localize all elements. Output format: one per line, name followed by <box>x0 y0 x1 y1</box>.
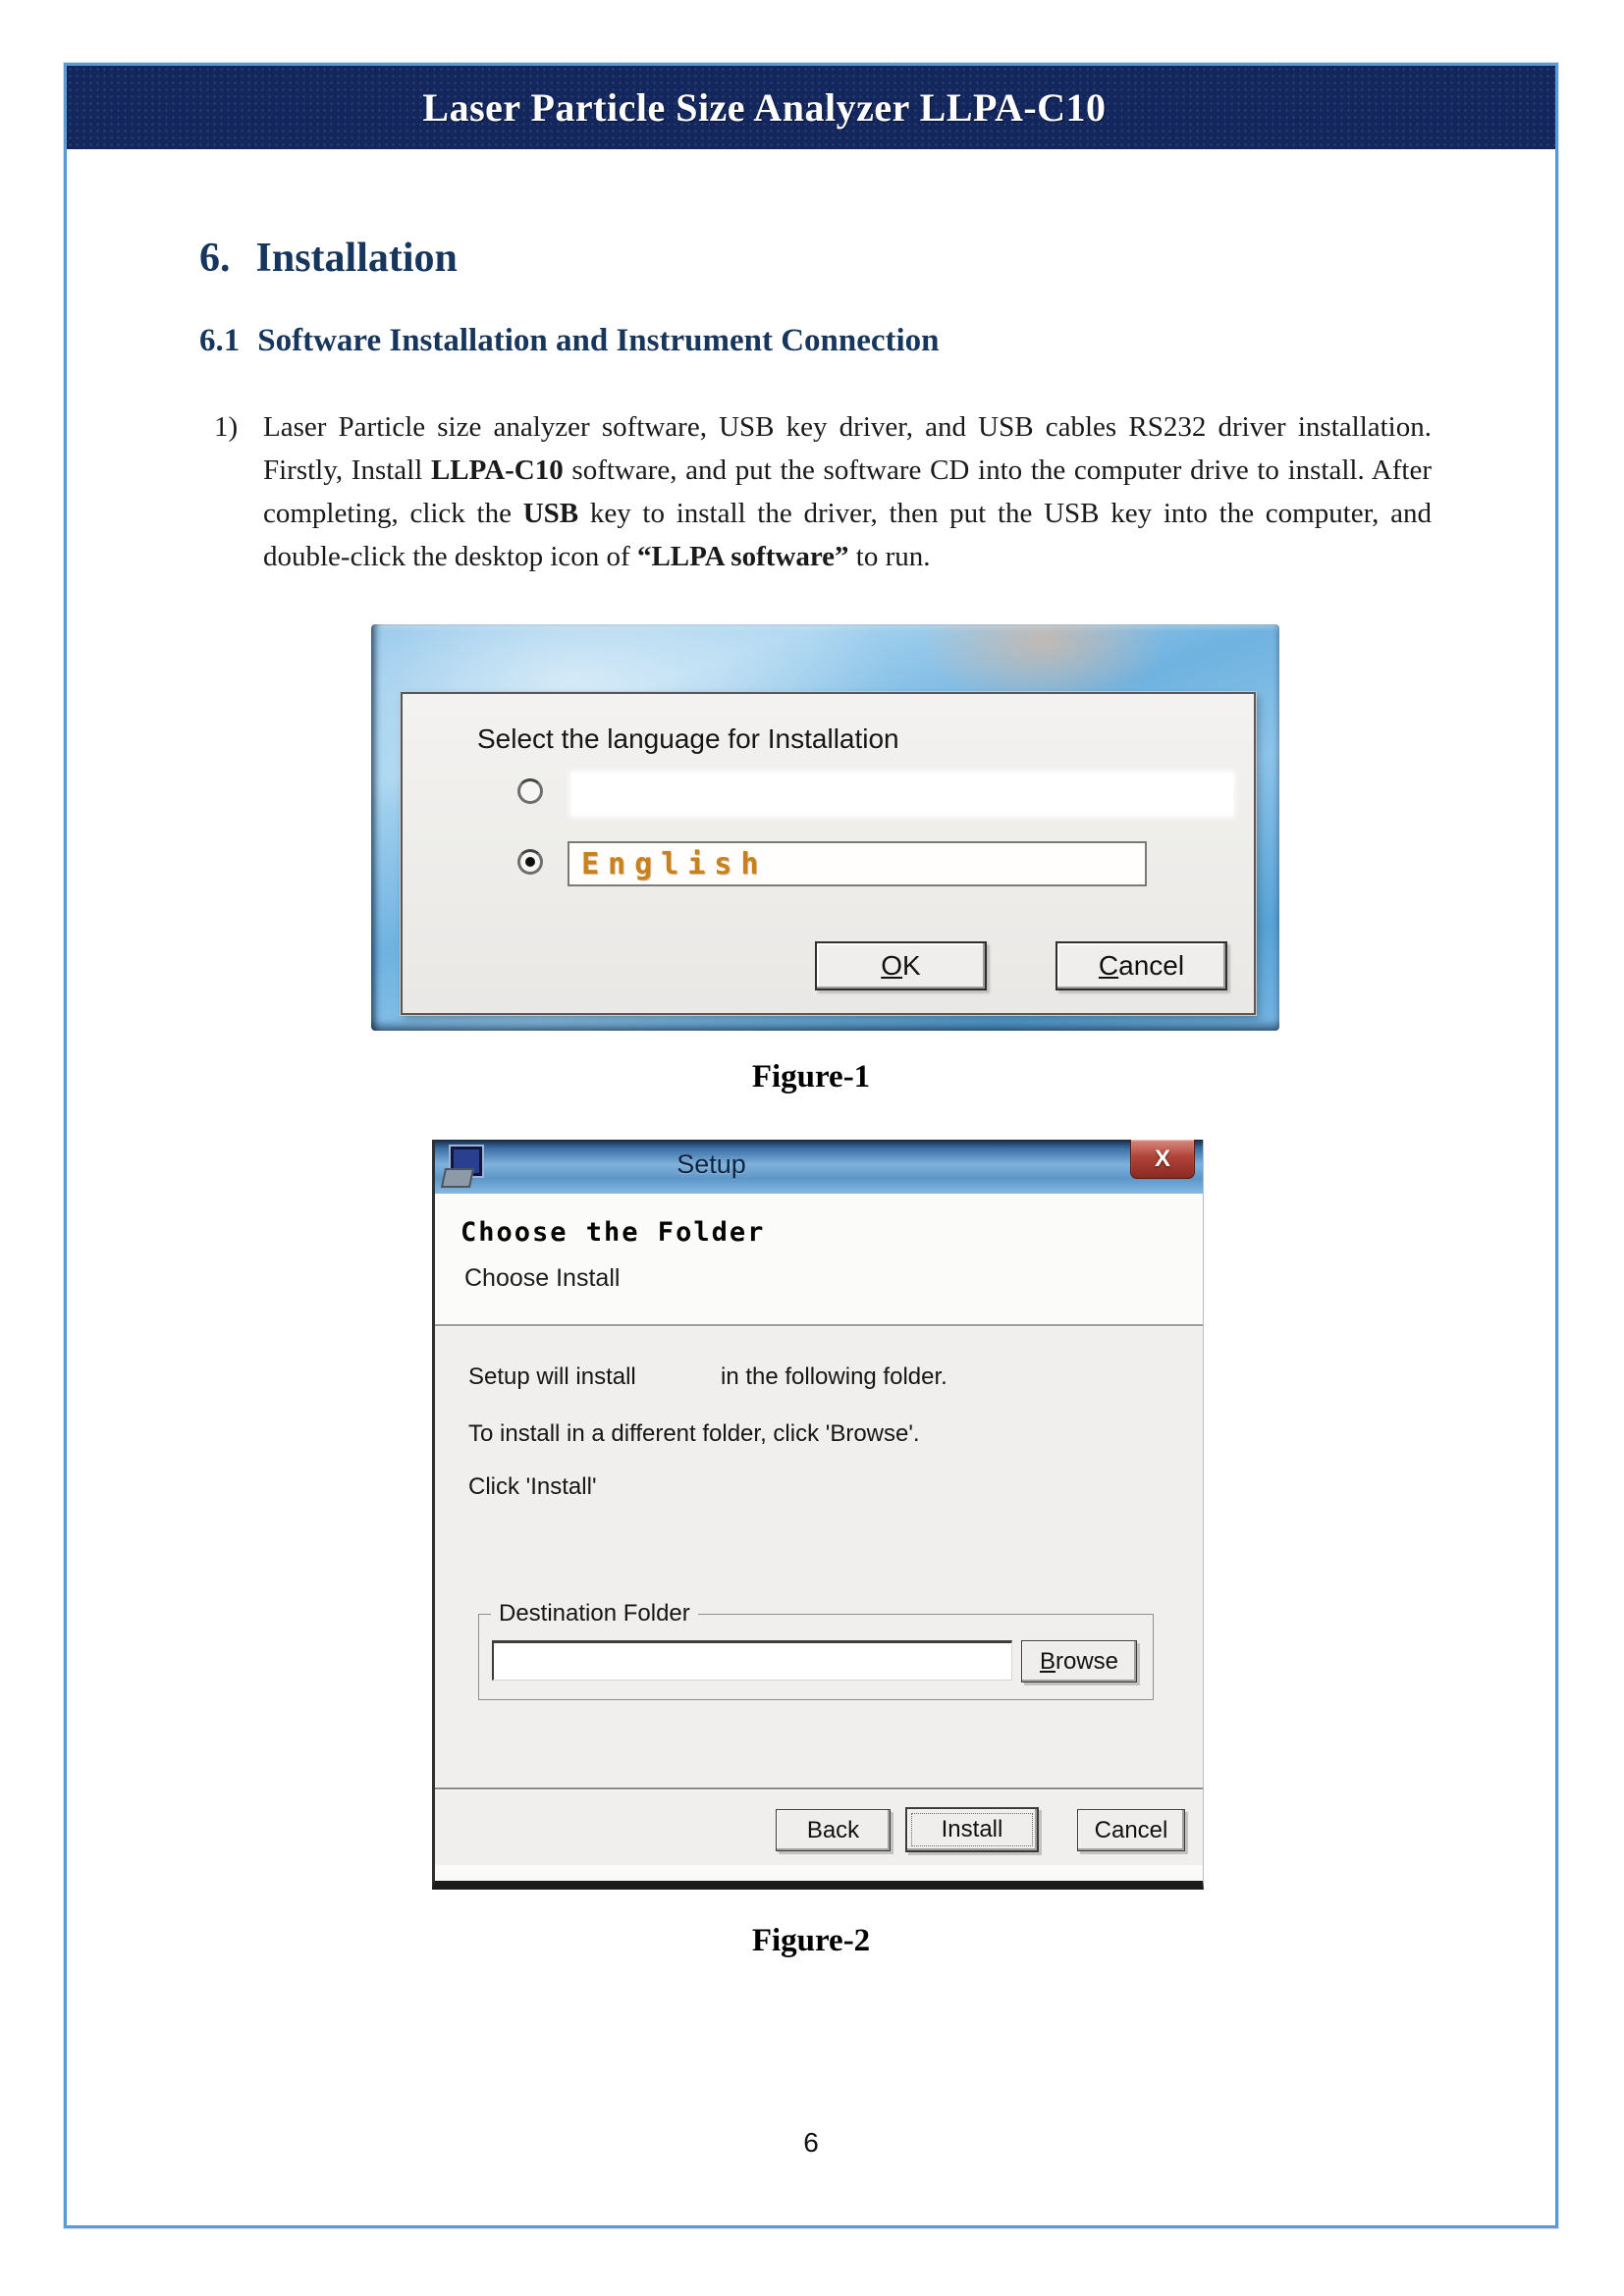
bold-usb: USB <box>522 498 579 529</box>
footer-divider <box>435 1788 1203 1789</box>
bold-product-name: LLPA-C10 <box>430 454 564 486</box>
figure2-screenshot <box>432 1140 1204 1890</box>
subsection-heading <box>199 323 940 359</box>
different-folder-text: To install in a different folder, click 'Browse'. <box>468 1420 920 1447</box>
installer-app-icon <box>443 1145 482 1188</box>
language-dialog-label: Select the language for Installation <box>477 723 899 754</box>
click-install-text: Click 'Install' <box>468 1473 597 1500</box>
figure1-caption: Figure-1 <box>751 1059 871 1095</box>
back-button[interactable]: Back <box>776 1809 891 1851</box>
ok-button-underlined-letter: O <box>881 950 903 981</box>
install-button[interactable]: Install <box>905 1807 1039 1852</box>
setup-window-titlebar <box>435 1140 1203 1194</box>
paragraph-text: to run. <box>848 541 931 572</box>
section-title: Installation <box>255 236 458 281</box>
list-item-marker: 1) <box>214 411 239 443</box>
page-title: Laser Particle Size Analyzer LLPA-C10 <box>422 85 1107 130</box>
following-folder-text: in the following folder. <box>721 1363 947 1390</box>
destination-folder-groupbox <box>478 1600 1154 1700</box>
ok-button-label: K <box>902 950 921 981</box>
paragraph-text: software, and put the software CD into the computer drive to install. After completing, click the <box>263 454 1432 529</box>
subsection-number: 6.1 <box>199 323 241 358</box>
manual-page <box>64 63 1558 2228</box>
installer-icon-computer <box>441 1168 474 1188</box>
window-bottom-strip <box>435 1865 1203 1881</box>
destination-path-input[interactable] <box>492 1640 1012 1681</box>
close-button[interactable] <box>1130 1140 1195 1179</box>
figure1-screenshot <box>371 624 1279 1031</box>
paragraph-text: Laser Particle size analyzer software, USB key driver, and USB cables RS232 driver installation. Firstly, Install <box>263 411 1432 486</box>
cancel-button-underlined-letter: C <box>1098 950 1119 981</box>
cancel-button[interactable] <box>1056 941 1227 990</box>
language-option-english-field[interactable] <box>568 841 1147 886</box>
close-x-icon: X <box>1154 1145 1170 1172</box>
setup-window-title: Setup <box>677 1149 746 1179</box>
cancel-button-label: ancel <box>1118 950 1185 981</box>
body-paragraph <box>263 405 1432 578</box>
section-heading <box>199 235 458 282</box>
subsection-title: Software Installation and Instrument Connection <box>257 323 940 358</box>
radio-selected-icon[interactable] <box>517 849 543 875</box>
bold-software-name: “LLPA software” <box>636 541 849 572</box>
browse-button[interactable] <box>1021 1640 1137 1682</box>
language-value-text: English <box>581 847 768 881</box>
section-number: 6. <box>199 236 231 281</box>
choose-install-subheading: Choose Install <box>464 1264 621 1292</box>
figure2-caption: Figure-2 <box>751 1923 871 1958</box>
choose-folder-heading: Choose the Folder <box>460 1217 766 1248</box>
radio-unselected-icon[interactable] <box>517 778 543 804</box>
cancel-button-setup[interactable]: Cancel <box>1077 1809 1185 1851</box>
setup-header-panel <box>435 1194 1203 1326</box>
language-option-blank-field[interactable] <box>571 773 1233 816</box>
ok-button[interactable] <box>815 941 987 990</box>
setup-will-install-text: Setup will install <box>468 1363 636 1390</box>
language-select-dialog <box>401 692 1256 1015</box>
page-header-bar <box>67 66 1555 149</box>
paragraph-text: key to install the driver, then put the USB key into the computer, and double-click the desktop icon of <box>263 498 1433 572</box>
browse-button-underlined-letter: B <box>1039 1647 1056 1675</box>
destination-folder-label: Destination Folder <box>491 1600 698 1628</box>
page-number: 6 <box>803 2127 819 2158</box>
browse-button-label: rowse <box>1055 1647 1119 1675</box>
